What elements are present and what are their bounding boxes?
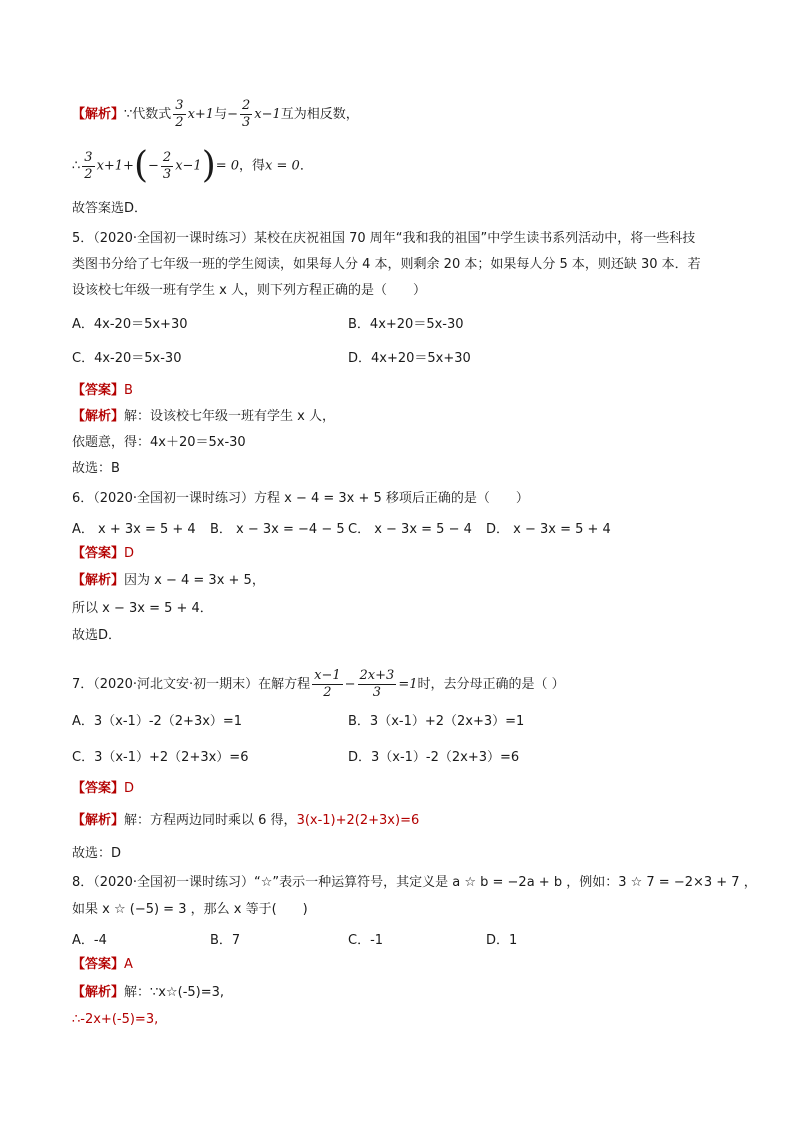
fraction: $\frac{2}{3}$ [162, 149, 172, 182]
answer-value: B [124, 383, 133, 398]
q7-option-c: C．3（x-1）+2（2+3x）=6 [72, 750, 249, 765]
q8-option-b: B．7 [210, 933, 241, 948]
q5-answer [72, 382, 133, 400]
q8-stem-1: 8．（2020·全国初一课时练习）“☆”表示一种运算符号，其定义是 a ☆ b = −2a + b ，例如：3 ☆ 7 = −2×3 + 7 ， [72, 875, 757, 890]
q8-explanation-1 [72, 984, 224, 1002]
analysis-tag: 【解析】 [72, 409, 125, 424]
q6-option-c: C． x − 3x = 5 − 4 [348, 522, 472, 537]
right-paren: ) [201, 145, 216, 186]
q7-explanation-1 [72, 812, 419, 830]
text: 互为相反数， [280, 107, 359, 122]
q8-answer [72, 956, 133, 974]
q5-option-b: B．4x+20＝5x-30 [348, 317, 464, 332]
q5-stem-3: 设该校七年级一班有学生 x 人，则下列方程正确的是（ ） [72, 283, 426, 298]
answer-line: 故答案选D． [72, 201, 148, 216]
expr: x+1 [187, 107, 215, 122]
analysis-tag: 【解析】 [72, 813, 125, 828]
text: 因为 x − 4 = 3x + 5， [124, 573, 265, 588]
text: 解：方程两边同时乘以 6 得， [124, 813, 297, 828]
answer-value: D [124, 781, 135, 796]
answer-value: D [124, 546, 135, 561]
q6-explanation-2: 所以 x − 3x = 5 + 4． [72, 601, 213, 616]
analysis-line-1 [72, 98, 359, 131]
answer-tag: 【答案】 [72, 957, 125, 972]
q7-stem [72, 668, 565, 701]
expr: x−1 [254, 107, 281, 122]
q5-explanation-1 [72, 408, 335, 426]
answer-tag: 【答案】 [72, 781, 125, 796]
result: x = 0 [265, 158, 300, 174]
q6-option-d: D． x − 3x = 5 + 4 [486, 522, 611, 537]
text: ∵代数式 [124, 107, 172, 122]
q7-option-b: B．3（x-1）+2（2x+3）=1 [348, 714, 525, 729]
q6-explanation-1 [72, 572, 265, 590]
fraction: $\frac{3}{2}$ [175, 98, 184, 130]
q8-option-c: C．-1 [348, 933, 384, 948]
q8-stem-2: 如果 x ☆ (−5) = 3 ，那么 x 等于( ) [72, 902, 308, 917]
analysis-tag: 【解析】 [72, 985, 125, 1000]
text: 解：设该校七年级一班有学生 x 人， [124, 409, 335, 424]
text: 时，去分母正确的是（ ） [417, 677, 565, 692]
minus: − [344, 677, 356, 692]
q5-explanation-3: 故选：B [72, 461, 120, 476]
q8-option-d: D．1 [486, 933, 518, 948]
q5-explanation-2: 依题意，得：4x＋20＝5x-30 [72, 435, 246, 450]
expr: x+1+ [96, 158, 134, 174]
equation: 3(x-1)+2(2+3x)=6 [296, 813, 420, 828]
answer-tag: 【答案】 [72, 383, 125, 398]
answer-value: A [124, 957, 133, 972]
therefore-symbol: ∴ [72, 158, 81, 174]
left-paren: ( [133, 145, 148, 186]
q6-answer [72, 545, 134, 563]
q6-explanation-3: 故选D． [72, 628, 122, 643]
analysis-tag: 【解析】 [72, 107, 125, 122]
expr: = 0 [215, 158, 240, 174]
minus: − [148, 158, 159, 174]
answer-tag: 【答案】 [72, 546, 125, 561]
q8-explanation-2: ∴-2x+(-5)=3, [72, 1012, 159, 1027]
text: 与 [214, 107, 228, 122]
q6-stem: 6．（2020·全国初一课时练习）方程 x − 4 = 3x + 5 移项后正确的是（ ） [72, 491, 529, 506]
q7-answer [72, 780, 134, 798]
q7-option-a: A．3（x-1）-2（2+3x）=1 [72, 714, 243, 729]
q7-option-d: D．3（x-1）-2（2x+3）=6 [348, 750, 520, 765]
q7-explanation-2: 故选：D [72, 846, 122, 861]
analysis-line-2 [72, 145, 313, 186]
q6-option-a: A． x + 3x = 5 + 4 [72, 522, 196, 537]
fraction: $\frac{2}{3}$ [242, 98, 251, 130]
fraction: $\frac{x-1}{2}$ [314, 668, 341, 700]
period: ． [299, 158, 313, 174]
fraction: $\frac{2x+3}{3}$ [359, 668, 395, 700]
expr: =1 [398, 677, 418, 692]
analysis-tag: 【解析】 [72, 573, 125, 588]
q5-option-c: C．4x-20＝5x-30 [72, 351, 182, 366]
q6-option-b: B． x − 3x = −4 − 5 [210, 522, 345, 537]
text: 解：∵x☆(-5)=3, [124, 985, 225, 1000]
text: ，得 [239, 158, 266, 174]
expr: x−1 [175, 158, 202, 174]
q5-stem-2: 类图书分给了七年级一班的学生阅读，如果每人分 4 本，则剩余 20 本；如果每人分 5 本，则还缺 30 本．若 [72, 257, 701, 272]
text: 7．（2020·河北文安·初一期末）在解方程 [72, 677, 311, 692]
q5-option-a: A．4x-20＝5x+30 [72, 317, 188, 332]
q8-option-a: A．-4 [72, 933, 107, 948]
document-page [72, 0, 757, 1123]
minus: − [227, 107, 238, 122]
q5-stem-1: 5．（2020·全国初一课时练习）某校在庆祝祖国 70 周年“我和我的祖国”中学生读书系列活动中，将一些科技 [72, 231, 696, 246]
q5-option-d: D．4x+20＝5x+30 [348, 351, 471, 366]
fraction: $\frac{3}{2}$ [84, 149, 93, 182]
